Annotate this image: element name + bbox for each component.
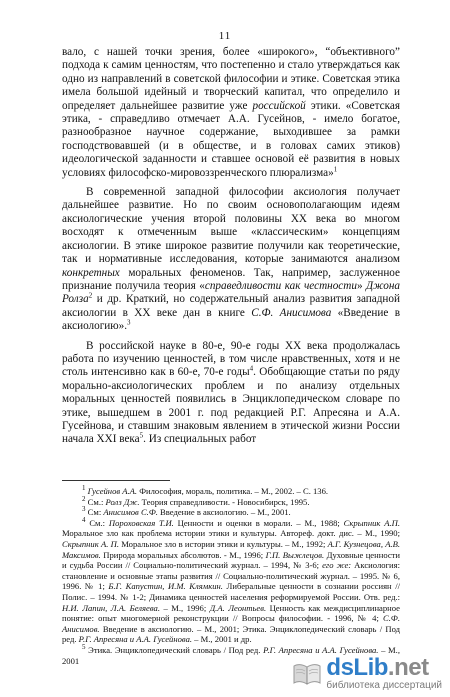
dslib-watermark[interactable] xyxy=(292,656,442,691)
footnote-number: 4 xyxy=(82,515,86,524)
footnote-text: Моральное зло как проблема истории этики и культуры. Автореф. докт. дис. – М., 1990; xyxy=(62,528,400,539)
paragraph-2 xyxy=(62,186,400,333)
text-run: этики. «Советская этика, - справедливо отмечает А.А. Гусейнов, - имело богатое, разнообразное научное содержание, выходившее за рамки господствовавшей (и в обществе, и в головах самих этиков) идеологической заданности и ставшее основой её развития в новых условиях философско-мировоззренческого плюрализма» xyxy=(62,99,400,179)
footnote-text: – М., 2001 и др. xyxy=(192,634,252,645)
footnote-ref[interactable]: 1 xyxy=(333,164,338,173)
footnote-author: Г.П. Выжлецов. xyxy=(265,549,325,560)
main-text xyxy=(62,46,400,453)
footnote-text: – М., 1996; xyxy=(159,602,210,613)
footnote-author: его же: xyxy=(322,560,352,571)
watermark-tagline: библиотека диссертаций xyxy=(326,680,442,691)
text-run: вало, с нашей точки зрения, более «широкого», “объективного” подхода к самим ценностям, что постепенно и стало утверждаться как одно из направлений в советской философии и этике. Советская этика имела большой идейный и творческий капитал, что определило и определяет дальнейшее развитие уже xyxy=(62,46,400,112)
watermark-text xyxy=(326,656,442,691)
footnote-author: Б.Г. Капустин, И.М. Клямкин. xyxy=(108,581,223,592)
text-run: . Обобщающие статьи по ряду морально-аксиологических проблем и по анализу отдельных моральных ценностей появились в Энциклопедическом словаре по этике, вышедшем в 2001 г. под редакцией Р.Г. Апресяна и А.А. Гусейнова, и ставшим знаковым явлением в этической жизни России начала XXI века xyxy=(62,366,400,446)
footnote-text: Этика. Энциклопедический словарь / Под ред. xyxy=(85,644,264,655)
footnote-4 xyxy=(62,515,400,645)
footnote-author: Скрыпник А.П. xyxy=(343,517,400,528)
footnote-text: Введение в аксиологию. – М., 2001. xyxy=(157,507,291,518)
text-run: и др. Краткий, но содержательный анализ развития западной аксиологии в XX веке дан в книге xyxy=(62,293,400,319)
footnote-author: Р.Г. Апресяна и А.А. Гусейнова. xyxy=(78,634,193,645)
text-run: В современной западной философии аксиология получает дальнейшее развитие. Но по своим основополагающим идеям аксиологические учения второй половины XX века во многом восходят к отмеченным выше «классическим» концепциям аксиологии. В этике широкое развитие получили как теоретические, так и нормативные исследования, которые занимаются анализом xyxy=(62,186,400,266)
paragraph-1 xyxy=(62,46,400,180)
paragraph-3 xyxy=(62,340,400,447)
footnote-ref[interactable]: 4 xyxy=(249,364,254,373)
footnote-author: С.Ф. Анисимов. xyxy=(62,613,400,634)
italic-run: справедливости как честности xyxy=(204,279,357,292)
italic-run: С.Ф. Анисимова xyxy=(251,306,332,319)
footnote-text: См: xyxy=(85,507,104,518)
text-run: » xyxy=(356,279,367,292)
footnote-number: 1 xyxy=(82,484,86,493)
footnote-text: Природа моральных абсолютов. - М., 1996; xyxy=(100,549,266,560)
footnote-ref[interactable]: 3 xyxy=(127,318,131,327)
italic-run: конкретных xyxy=(62,266,120,279)
footnote-author: Д.А. Леонтьев. xyxy=(209,602,267,613)
footnote-number: 5 xyxy=(82,643,86,652)
footnote-3 xyxy=(62,507,400,518)
footnotes xyxy=(62,486,400,666)
footnote-number: 2 xyxy=(82,494,86,503)
watermark-brand xyxy=(326,656,442,680)
footnote-number: 3 xyxy=(82,505,86,514)
footnote-text: Либеральные ценности в сознании россиян // Полис. – 1994. № 1-2; Динамика ценностей населения реформируемой России. Отв. ред.: xyxy=(62,581,400,602)
footnote-divider xyxy=(62,480,170,481)
footnote-author: Гусейнов А.А. xyxy=(87,486,138,496)
footnote-2 xyxy=(62,494,400,508)
footnote-author: А.Г. Кузнецова, А.В. Максимов. xyxy=(62,538,400,560)
text-run: В российской науке в 80-е, 90-е годы XX века продолжалась работа по изучению ценностей, в том числе нравственных, хотя и не столь интенсивно как в 60-е, 70-е годы xyxy=(62,339,400,379)
footnote-ref[interactable]: 2 xyxy=(88,291,93,300)
text-run: моральных феноменов. Так, например, заслуженное признание получила теория « xyxy=(62,266,400,292)
open-book-icon xyxy=(292,661,322,687)
footnote-text: Введение в аксиологию. – М., 2001; Этика. Энциклопедический словарь / Под ред. xyxy=(62,623,400,645)
footnote-text: Философия, мораль, политика. – М., 2002. – С. 136. xyxy=(137,486,329,496)
footnote-1 xyxy=(62,486,400,497)
footnote-author: Р.Г. Апресяна и А.А. Гусейнова. xyxy=(263,644,379,655)
text-run: . Из специальных работ xyxy=(143,433,257,446)
footnote-text: Аксиология: становление и основные этапы развития // Социально-политический журнал. – 1995. № 6, 1996. № 1; xyxy=(62,560,400,592)
footnote-text: Моральное зло в истории этики и культуры. – М., 1992; xyxy=(118,538,328,549)
footnote-text: – М., 2001 xyxy=(62,644,400,666)
italic-run: Джона Ролза xyxy=(62,279,401,306)
footnote-author: Анисимов С.Ф. xyxy=(103,507,158,518)
brand-name: dsLib xyxy=(326,654,388,681)
italic-run: российской xyxy=(252,99,306,112)
footnote-author: Скрыпник А. П. xyxy=(62,538,119,549)
page-number: 11 xyxy=(218,30,232,42)
footnote-text: Ценности и оценки в морали. – М., 1988; xyxy=(173,517,344,528)
footnote-text: Духовные ценности и судьба России // Социально-политический журнал. – 1994, № 3-6; xyxy=(62,549,400,571)
footnote-text: См.: xyxy=(85,496,106,507)
footnote-author: Ролз Дж. xyxy=(105,496,140,507)
text-run: «Введение в аксиологию». xyxy=(62,306,400,333)
footnote-author: Пороховская Т.И. xyxy=(108,517,174,528)
brand-tld: .net xyxy=(387,654,429,681)
footnote-author: Н.И. Лапин, Л.А. Беляева. xyxy=(62,602,160,613)
footnote-text: Теория справедливости. - Новосибирск, 1995. xyxy=(139,496,310,507)
footnote-text: Ценность как междисциплинарное понятие: опыт многомерной реконструкции // Вопросы философии. - 1996, № 4; xyxy=(62,602,400,624)
footnote-ref[interactable]: 5 xyxy=(139,431,144,440)
footnote-text: См.: xyxy=(85,517,109,528)
